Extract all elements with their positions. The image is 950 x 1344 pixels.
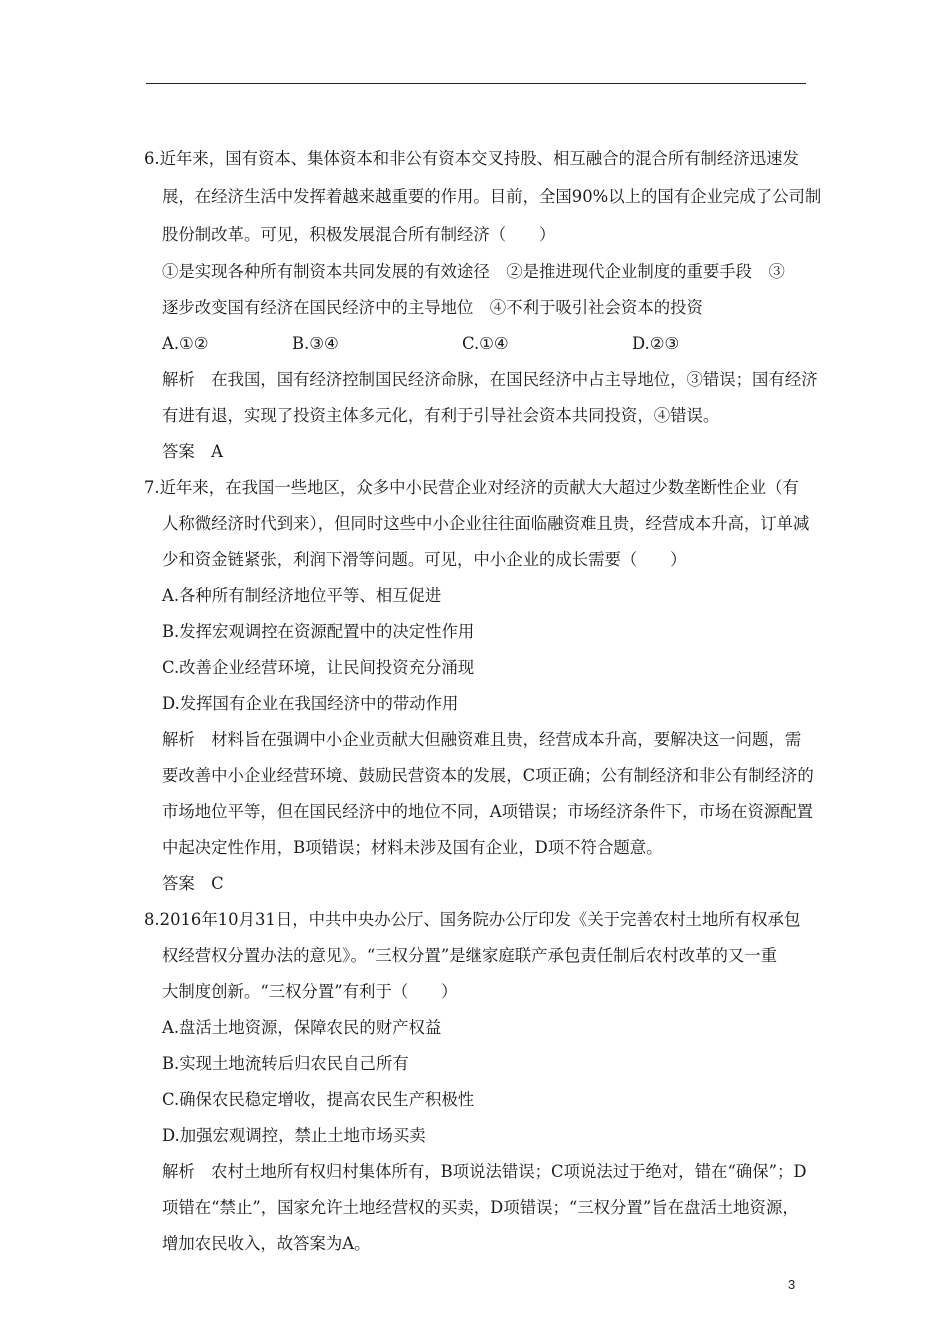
q7-stem-line-1: 7.近年来，在我国一些地区，众多中小民营企业对经济的贡献大大超过少数垄断性企业（有	[144, 478, 799, 497]
q8-analysis-line-1: 解析 农村土地所有权归村集体所有，B项说法错误；C项说法过于绝对，错在“确保”；D	[162, 1162, 807, 1181]
q8-option-d: D.加强宏观调控，禁止土地市场买卖	[162, 1126, 426, 1145]
q6-statements-line-1: ①是实现各种所有制资本共同发展的有效途径 ②是推进现代企业制度的重要手段 ③	[162, 262, 785, 281]
q8-analysis-line-3: 增加农民收入，故答案为A。	[162, 1234, 371, 1253]
q6-analysis-line-2: 有进有退，实现了投资主体多元化，有利于引导社会资本共同投资，④错误。	[162, 406, 720, 425]
q7-option-d: D.发挥国有企业在我国经济中的带动作用	[162, 694, 459, 713]
question-8	[144, 902, 808, 1262]
q7-analysis-line-1: 解析 材料旨在强调中小企业贡献大但融资难且贵，经营成本升高，要解决这一问题，需	[162, 730, 802, 749]
q6-analysis-line-1: 解析 在我国，国有经济控制国民经济命脉，在国民经济中占主导地位，③错误；国有经济	[162, 370, 818, 389]
q6-option-a: A.①②	[162, 334, 209, 353]
q7-stem-line-2: 人称微经济时代到来），但同时这些中小企业往往面临融资难且贵，经营成本升高，订单减	[162, 514, 810, 533]
q6-stem-line-2: 展，在经济生活中发挥着越来越重要的作用。目前，全国90%以上的国有企业完成了公司制	[162, 187, 822, 206]
header-rule	[146, 83, 806, 84]
q6-statements-line-2: 逐步改变国有经济在国民经济中的主导地位 ④不利于吸引社会资本的投资	[162, 298, 703, 317]
q7-stem-line-3: 少和资金链紧张，利润下滑等问题。可见，中小企业的成长需要（ ）	[162, 550, 687, 569]
question-7	[144, 470, 814, 902]
q7-option-b: B.发挥宏观调控在资源配置中的决定性作用	[162, 622, 475, 641]
q8-option-b: B.实现土地流转后归农民自己所有	[162, 1054, 409, 1073]
q6-option-c: C.①④	[462, 334, 509, 353]
q7-analysis-line-4: 中起决定性作用，B项错误；材料未涉及国有企业，D项不符合题意。	[162, 838, 663, 857]
q8-option-c: C.确保农民稳定增收，提高农民生产积极性	[162, 1090, 475, 1109]
q8-analysis-line-2: 项错在“禁止”，国家允许土地经营权的买卖，D项错误；“三权分置”旨在盘活土地资源，	[162, 1198, 799, 1217]
q6-option-d: D.②③	[632, 334, 680, 353]
page-content	[144, 140, 822, 1262]
q7-option-a: A.各种所有制经济地位平等、相互促进	[162, 586, 442, 605]
q6-stem-line-1: 6.近年来，国有资本、集体资本和非公有资本交叉持股、相互融合的混合所有制经济迅速发	[144, 149, 799, 168]
q7-analysis-line-3: 市场地位平等，但在国民经济中的地位不同，A项错误；市场经济条件下，市场在资源配置	[162, 802, 814, 821]
q8-option-a: A.盘活土地资源，保障农民的财产权益	[162, 1018, 442, 1037]
question-6	[144, 140, 822, 470]
q7-option-c: C.改善企业经营环境，让民间投资充分涌现	[162, 658, 475, 677]
page-number: 3	[788, 1277, 796, 1292]
q8-stem-line-1: 8.2016年10月31日，中共中央办公厅、国务院办公厅印发《关于完善农村土地所有权承包	[144, 910, 801, 929]
q8-stem-line-2: 权经营权分置办法的意见》。“三权分置”是继家庭联产承包责任制后农村改革的又一重	[162, 946, 778, 965]
q7-answer: 答案 C	[162, 874, 224, 893]
q6-stem-line-3: 股份制改革。可见，积极发展混合所有制经济（ ）	[162, 225, 556, 244]
q6-option-b: B.③④	[292, 334, 339, 353]
q7-analysis-line-2: 要改善中小企业经营环境、鼓励民营资本的发展，C项正确；公有制经济和非公有制经济的	[162, 766, 814, 785]
q8-stem-line-3: 大制度创新。“三权分置”有利于（ ）	[162, 982, 458, 1001]
q6-options	[144, 326, 808, 362]
q6-answer: 答案 A	[162, 442, 224, 461]
